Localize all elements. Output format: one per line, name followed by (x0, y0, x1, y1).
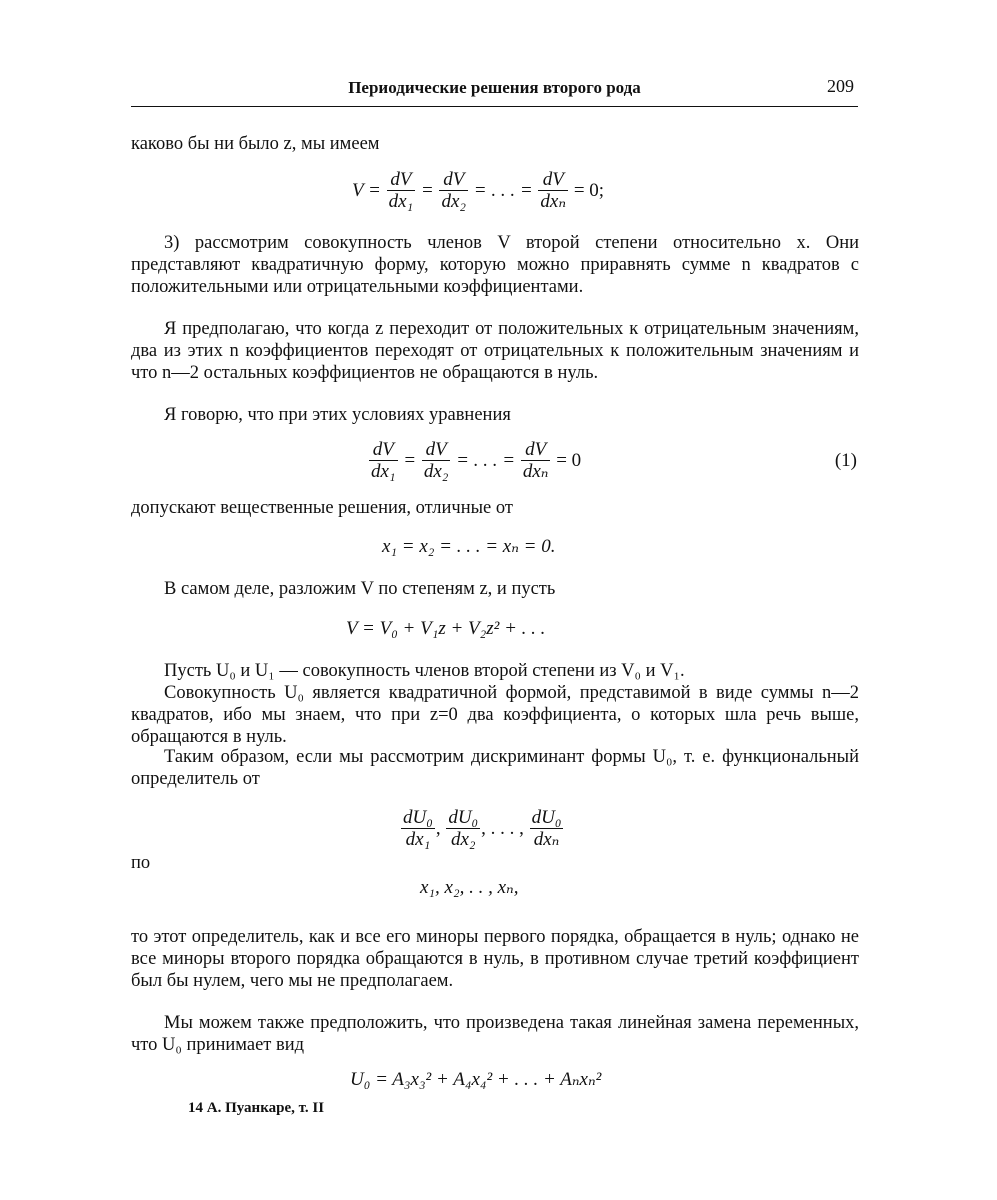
eq1-lead: V = (352, 179, 381, 201)
paragraph-10: по (131, 853, 151, 873)
fraction: $\frac{dV}{\text{dx₁}}$ (388, 169, 414, 212)
equation-v-expansion: V = V₀ + V₁z + V₂z² + . . . (346, 618, 546, 639)
paragraph-2: 3) рассмотрим совокупность членов V второй степени относительно x. Они представляют квадратичную форму, которую можно приравнять сумме n квадратов с положительными или отрицательными коэффициентами. (131, 233, 859, 297)
paragraph-11: то этот определитель, как и все его миноры первого порядка, обращается в нуль; однако не все миноры второго порядка обращаются в нуль, в противном случае третий коэффициент был бы нулем, чего мы не предполагаем. (131, 927, 859, 991)
page-number: 209 (827, 76, 854, 96)
equation-u0-form: U₀ = A₃x₃² + A₄x₄² + . . . + Aₙxₙ² (350, 1069, 602, 1090)
equation-v-derivatives: V = $\frac{dV}{\text{dx₁}}$ = $\frac{dV}{\text{dx₂}}$ = . . . = $\frac{dV}{\text{dxₙ}}$ = 0; (352, 169, 605, 212)
fraction: $\frac{dV}{\text{dx₂}}$ (423, 439, 449, 482)
equation-number: (1) (834, 450, 857, 471)
fraction: $\frac{dV}{\text{dx₁}}$ (371, 439, 396, 482)
paragraph-7: Пусть U₀ и U₁ — совокупность членов второй степени из V₀ и V₁. (164, 661, 685, 681)
fraction: $\frac{dV}{\text{dxₙ}}$ (540, 169, 567, 212)
paragraph-3: Я предполагаю, что когда z переходит от положительных к отрицательным значениям, два из этих n коэффициентов переходят от отрицательных к положительным значениям и что n—2 остальных коэффициентов не обращаются в нуль. (131, 319, 859, 383)
paragraph-12: Мы можем также предположить, что произведена такая линейная замена переменных, что U₀ принимает вид (131, 1013, 859, 1055)
paragraph-9: Таким образом, если мы рассмотрим дискриминант формы U₀, т. е. функциональный определитель от (131, 747, 859, 789)
equation-zero-solution: x₁ = x₂ = . . . = xₙ = 0. (382, 536, 556, 557)
paragraph-5: допускают вещественные решения, отличные от (131, 498, 513, 518)
running-title: Периодические решения второго рода (348, 78, 641, 97)
paragraph-1: каково бы ни было z, мы имеем (131, 134, 380, 154)
fraction: $\frac{\text{dU₀}}{\text{dx₂}}$ (448, 807, 479, 850)
paragraph-4: Я говорю, что при этих условиях уравнения (164, 405, 511, 425)
paragraph-6: В самом деле, разложим V по степеням z, и пусть (164, 579, 556, 599)
footer-signature: 14 А. Пуанкаре, т. II (188, 1100, 325, 1116)
equation-du0-list: $\frac{\text{dU₀}}{\text{dx₁}}$ , $\frac{\text{dU₀}}{\text{dx₂}}$ , . . . , $\frac{\text{dU₀}}{\text{dxₙ}}$ (403, 807, 562, 850)
equation-variables: x₁, x₂, . . , xₙ, (420, 877, 519, 898)
fraction: $\frac{\text{dU₀}}{\text{dx₁}}$ (403, 807, 433, 850)
running-header (131, 76, 858, 107)
equation-1: $\frac{dV}{\text{dx₁}}$ = $\frac{dV}{\text{dx₂}}$ = . . . = $\frac{dV}{\text{dxₙ}}$ = 0 (371, 439, 582, 482)
fraction: $\frac{dV}{\text{dxₙ}}$ (522, 439, 549, 482)
paragraph-8: Совокупность U₀ является квадратичной формой, представимой в виде суммы n—2 квадратов, ибо мы знаем, что при z=0 два коэффициента, о которых шла речь выше, обращаются в нуль. (131, 683, 859, 747)
fraction: $\frac{\text{dU₀}}{\text{dxₙ}}$ (531, 807, 562, 850)
fraction: $\frac{dV}{\text{dx₂}}$ (441, 169, 467, 212)
